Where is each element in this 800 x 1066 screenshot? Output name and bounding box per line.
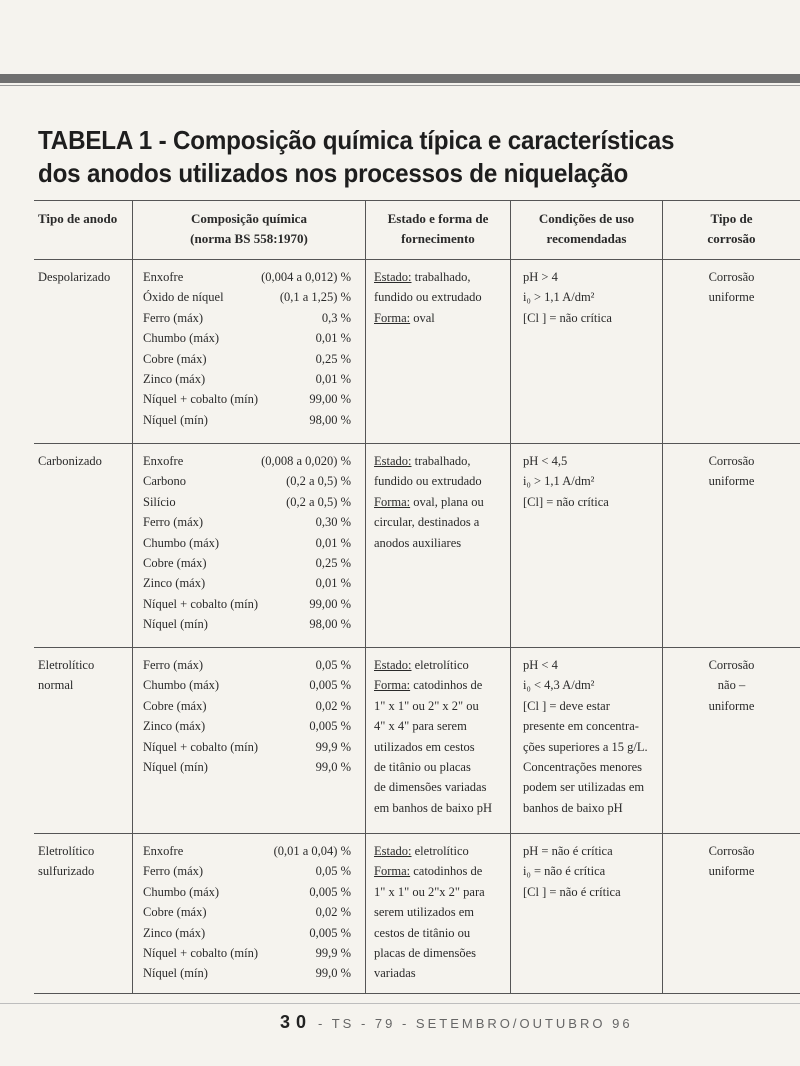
element-value: 0,3 %: [321, 310, 351, 325]
estado-line: [374, 737, 510, 757]
condicao-line: podem ser utilizadas em: [523, 780, 645, 795]
cell-corrosao: [662, 260, 800, 443]
estado-line: [374, 512, 510, 532]
element-name: Zinco (máx): [143, 925, 206, 940]
composition-item: [143, 512, 351, 532]
corrosao-line: uniforme: [708, 864, 755, 879]
estado-line: [374, 882, 510, 902]
estado-text: anodos auxiliares: [374, 535, 462, 550]
element-name: Chumbo (máx): [143, 331, 220, 346]
composition-item: [143, 369, 351, 389]
estado-line: [374, 492, 510, 512]
cell-estado: [365, 834, 510, 993]
element-value: 99,0 %: [315, 966, 351, 981]
header-estado: Estado e forma de fornecimento: [365, 201, 510, 259]
composition-item: [143, 389, 351, 409]
tipo-line: sulfurizado: [38, 864, 95, 879]
condicao-line: pH < 4,5: [523, 454, 568, 468]
composition-item: [143, 492, 351, 512]
cell-tipo: [34, 834, 132, 993]
element-value: 98,00 %: [309, 412, 351, 427]
element-value: 0,005 %: [309, 884, 351, 899]
cell-condicoes: [510, 260, 662, 443]
estado-text: trabalhado,: [411, 270, 471, 284]
element-value: 99,00 %: [309, 392, 351, 407]
element-value: (0,1 a 1,25) %: [279, 290, 351, 305]
composition-item: [143, 451, 351, 471]
composition-item: [143, 882, 351, 902]
estado-line: [374, 308, 510, 328]
composition-item: [143, 308, 351, 328]
composition-item: [143, 923, 351, 943]
element-value: (0,2 a 0,5) %: [286, 474, 351, 489]
element-value: 0,05 %: [315, 658, 351, 672]
table-header-row: [34, 201, 800, 260]
condicao-line: presente em concentra-: [523, 719, 639, 734]
estado-text: variadas: [374, 966, 416, 981]
element-value: (0,004 a 0,012) %: [261, 270, 351, 284]
condicao-line: [Cl ] = não crítica: [523, 310, 612, 325]
condicao-line: pH = não é crítica: [523, 844, 613, 858]
footer-text: - TS - 79 - SETEMBRO/OUTUBRO 96: [318, 1016, 633, 1031]
top-rule-thin: [0, 85, 800, 86]
element-name: Níquel (mín): [143, 760, 208, 775]
composition-item: [143, 737, 351, 757]
element-value: (0,01 a 0,04) %: [273, 844, 351, 858]
element-name: Níquel (mín): [143, 966, 208, 981]
table-title: [38, 124, 726, 190]
condicao-line: i₀ < 4,3 A/dm²: [523, 678, 595, 693]
condicao-line: i₀ > 1,1 A/dm²: [523, 290, 595, 305]
element-value: 0,05 %: [315, 864, 351, 879]
estado-text: eletrolítico: [411, 658, 469, 672]
estado-line: [374, 861, 510, 881]
element-value: 99,9 %: [315, 946, 351, 961]
estado-line: [374, 757, 510, 777]
estado-line: [374, 451, 510, 471]
condicao-line: [Cl] = não crítica: [523, 494, 609, 509]
header-corrosao: Tipo de corrosão: [662, 201, 800, 259]
composition-item: [143, 267, 351, 287]
composition-item: [143, 943, 351, 963]
tipo-line: Despolarizado: [38, 270, 111, 284]
composition-item: [143, 553, 351, 573]
composition-item: [143, 716, 351, 736]
estado-text: oval: [410, 310, 435, 325]
composition-item: [143, 287, 351, 307]
condicao-line: [Cl ] = deve estar: [523, 698, 610, 713]
element-name: Cobre (máx): [143, 698, 207, 713]
cell-composicao: [132, 260, 365, 443]
element-name: Ferro (máx): [143, 864, 204, 879]
estado-line: [374, 287, 510, 307]
page-number: 30: [280, 1012, 313, 1032]
tipo-line: Carbonizado: [38, 454, 102, 468]
estado-label: Forma:: [374, 494, 411, 509]
estado-label: Estado:: [374, 658, 412, 672]
condicao-line: banhos de baixo pH: [523, 800, 623, 815]
element-name: Níquel + cobalto (mín): [143, 596, 259, 611]
title-line-2: dos anodos utilizados nos processos de niquelação: [38, 158, 629, 188]
estado-text: cestos de titânio ou: [374, 925, 471, 940]
element-value: 0,30 %: [315, 515, 351, 530]
element-value: 0,01 %: [315, 372, 351, 387]
composition-item: [143, 594, 351, 614]
anode-table: [34, 200, 800, 994]
estado-text: serem utilizados em: [374, 905, 474, 920]
cell-estado: [365, 444, 510, 647]
cell-corrosao: [662, 834, 800, 993]
composition-item: [143, 902, 351, 922]
corrosao-line: uniforme: [708, 698, 755, 713]
element-name: Ferro (máx): [143, 310, 204, 325]
condicao-line: ções superiores a 15 g/L.: [523, 739, 648, 754]
estado-line: [374, 923, 510, 943]
estado-line: [374, 798, 510, 818]
estado-text: fundido ou extrudado: [374, 474, 482, 489]
composition-item: [143, 655, 351, 675]
estado-text: 1" x 1" ou 2"x 2" para: [374, 884, 485, 899]
element-name: Carbono: [143, 474, 187, 489]
element-value: (0,008 a 0,020) %: [261, 454, 351, 468]
estado-line: [374, 267, 510, 287]
cell-condicoes: [510, 648, 662, 833]
cell-estado: [365, 648, 510, 833]
element-value: 0,005 %: [309, 719, 351, 734]
element-name: Níquel + cobalto (mín): [143, 739, 259, 754]
element-name: Cobre (máx): [143, 905, 207, 920]
condicao-line: [Cl ] = não é crítica: [523, 884, 621, 899]
estado-text: utilizados em cestos: [374, 739, 475, 754]
corrosao-line: Corrosão: [708, 844, 755, 858]
composition-item: [143, 533, 351, 553]
estado-line: [374, 943, 510, 963]
cell-composicao: [132, 444, 365, 647]
element-name: Zinco (máx): [143, 372, 206, 387]
element-value: 0,01 %: [315, 535, 351, 550]
estado-label: Estado:: [374, 844, 412, 858]
element-name: Enxofre: [143, 454, 184, 468]
composition-item: [143, 573, 351, 593]
estado-line: [374, 696, 510, 716]
cell-condicoes: [510, 444, 662, 647]
table-body: [34, 260, 800, 994]
element-value: 98,00 %: [309, 617, 351, 632]
estado-label: Forma:: [374, 864, 411, 879]
estado-text: circular, destinados a: [374, 515, 480, 530]
element-name: Chumbo (máx): [143, 535, 220, 550]
element-name: Enxofre: [143, 270, 184, 284]
estado-label: Forma:: [374, 678, 411, 693]
estado-label: Estado:: [374, 270, 412, 284]
estado-text: catodinhos de: [410, 678, 483, 693]
composition-item: [143, 410, 351, 430]
cell-condicoes: [510, 834, 662, 993]
estado-line: [374, 655, 510, 675]
element-value: 0,005 %: [309, 925, 351, 940]
element-name: Níquel (mín): [143, 412, 208, 427]
table-row: [34, 260, 800, 444]
cell-composicao: [132, 834, 365, 993]
cell-corrosao: [662, 648, 800, 833]
condicao-line: pH > 4: [523, 270, 558, 284]
estado-text: em banhos de baixo pH: [374, 800, 493, 815]
condicao-line: i₀ > 1,1 A/dm²: [523, 474, 595, 489]
corrosao-line: Corrosão: [708, 658, 755, 672]
page-footer: [280, 1012, 633, 1033]
tipo-line: Eletrolítico: [38, 658, 95, 672]
element-value: 0,01 %: [315, 576, 351, 591]
composition-item: [143, 328, 351, 348]
element-name: Silício: [143, 494, 176, 509]
composition-item: [143, 614, 351, 634]
estado-text: de titânio ou placas: [374, 760, 471, 775]
element-value: 0,25 %: [315, 351, 351, 366]
estado-line: [374, 902, 510, 922]
estado-line: [374, 716, 510, 736]
estado-line: [374, 675, 510, 695]
tipo-line: Eletrolítico: [38, 844, 95, 858]
cell-corrosao: [662, 444, 800, 647]
estado-line: [374, 841, 510, 861]
estado-text: trabalhado,: [411, 454, 471, 468]
element-name: Níquel + cobalto (mín): [143, 946, 259, 961]
element-name: Cobre (máx): [143, 556, 207, 571]
element-name: Óxido de níquel: [143, 290, 224, 305]
estado-text: fundido ou extrudado: [374, 290, 482, 305]
table-row: [34, 648, 800, 834]
element-name: Cobre (máx): [143, 351, 207, 366]
element-value: 0,02 %: [315, 698, 351, 713]
cell-estado: [365, 260, 510, 443]
composition-item: [143, 696, 351, 716]
estado-text: eletrolítico: [411, 844, 469, 858]
element-name: Ferro (máx): [143, 515, 204, 530]
composition-item: [143, 757, 351, 777]
composition-item: [143, 861, 351, 881]
element-value: 0,01 %: [315, 331, 351, 346]
corrosao-line: uniforme: [708, 290, 755, 305]
composition-item: [143, 471, 351, 491]
corrosao-line: Corrosão: [708, 454, 755, 468]
estado-label: Estado:: [374, 454, 412, 468]
element-name: Zinco (máx): [143, 576, 206, 591]
estado-label: Forma:: [374, 310, 411, 325]
estado-line: [374, 963, 510, 983]
estado-text: oval, plana ou: [410, 494, 484, 509]
corrosao-line: Corrosão: [708, 270, 755, 284]
element-name: Chumbo (máx): [143, 678, 220, 693]
element-value: 99,00 %: [309, 596, 351, 611]
element-value: 99,9 %: [315, 739, 351, 754]
element-value: 0,25 %: [315, 556, 351, 571]
header-condicoes: Condições de uso recomendadas: [510, 201, 662, 259]
cell-tipo: [34, 260, 132, 443]
title-line-1: TABELA 1 - Composição química típica e características: [38, 125, 675, 155]
cell-tipo: [34, 444, 132, 647]
condicao-line: pH < 4: [523, 658, 558, 672]
cell-composicao: [132, 648, 365, 833]
element-value: 99,0 %: [315, 760, 351, 775]
cell-tipo: [34, 648, 132, 833]
header-tipo: Tipo de anodo: [38, 211, 118, 226]
element-value: 0,02 %: [315, 905, 351, 920]
footer-rule: [0, 1003, 800, 1004]
estado-text: de dimensões variadas: [374, 780, 487, 795]
estado-line: [374, 777, 510, 797]
element-value: (0,2 a 0,5) %: [286, 494, 351, 509]
table-row: [34, 444, 800, 648]
element-name: Níquel + cobalto (mín): [143, 392, 259, 407]
estado-text: 4" x 4" para serem: [374, 719, 467, 734]
composition-item: [143, 841, 351, 861]
composition-item: [143, 963, 351, 983]
estado-text: placas de dimensões: [374, 946, 477, 961]
composition-item: [143, 675, 351, 695]
corrosao-line: não –: [717, 678, 746, 693]
estado-text: 1" x 1" ou 2" x 2" ou: [374, 698, 479, 713]
condicao-line: i₀ = não é crítica: [523, 864, 606, 879]
element-name: Níquel (mín): [143, 617, 208, 632]
table-row: [34, 834, 800, 994]
tipo-line: normal: [38, 678, 74, 693]
condicao-line: Concentrações menores: [523, 760, 643, 775]
element-name: Chumbo (máx): [143, 884, 220, 899]
element-name: Ferro (máx): [143, 658, 204, 672]
corrosao-line: uniforme: [708, 474, 755, 489]
element-value: 0,005 %: [309, 678, 351, 693]
estado-line: [374, 533, 510, 553]
estado-line: [374, 471, 510, 491]
header-composicao: Composição química (norma BS 558:1970): [132, 201, 365, 259]
element-name: Zinco (máx): [143, 719, 206, 734]
element-name: Enxofre: [143, 844, 184, 858]
top-rule: [0, 74, 800, 83]
composition-item: [143, 349, 351, 369]
estado-text: catodinhos de: [410, 864, 483, 879]
